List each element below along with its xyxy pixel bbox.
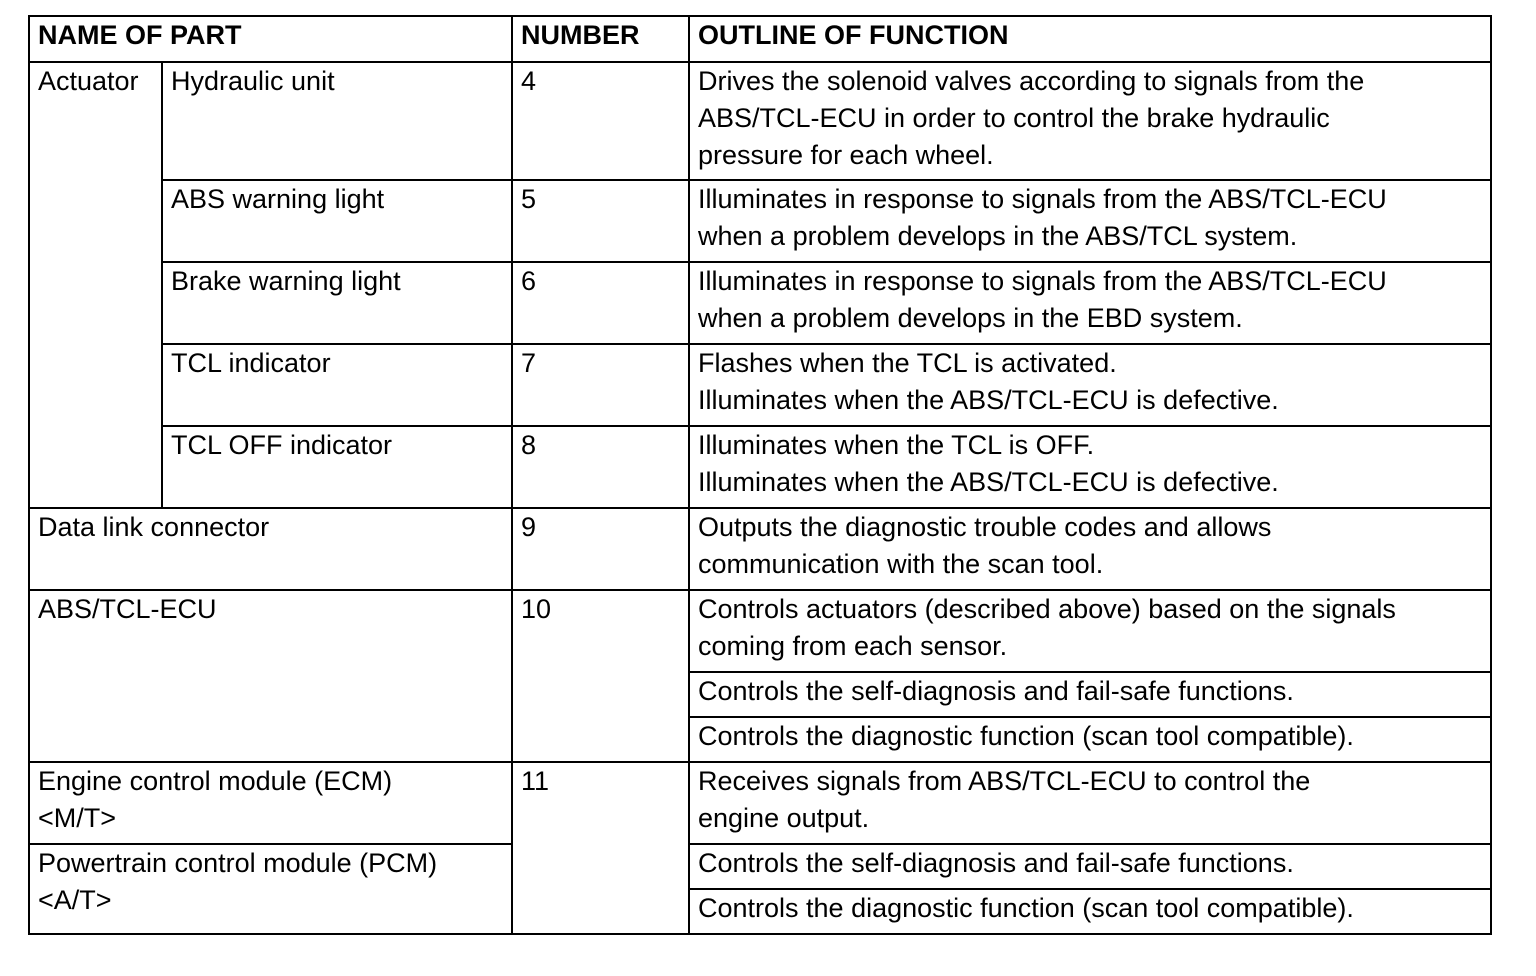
table-row <box>29 426 1491 508</box>
function-line: Illuminates when the ABS/TCL-ECU is defective. <box>698 385 1279 415</box>
function-line: when a problem develops in the ABS/TCL system. <box>698 221 1298 251</box>
part-number: 9 <box>512 508 689 590</box>
part-name: TCL OFF indicator <box>162 426 512 508</box>
part-function <box>689 180 1491 262</box>
part-number: 5 <box>512 180 689 262</box>
function-line: Outputs the diagnostic trouble codes and allows <box>698 512 1272 542</box>
part-name-line: <M/T> <box>38 803 117 833</box>
function-line: Controls the self-diagnosis and fail-safe functions. <box>698 848 1294 878</box>
part-name <box>29 762 512 844</box>
part-number: 11 <box>512 762 689 934</box>
function-line: ABS/TCL-ECU in order to control the brake hydraulic <box>698 103 1330 133</box>
table-row <box>29 508 1491 590</box>
header-name-of-part: NAME OF PART <box>29 16 512 62</box>
table-row <box>29 180 1491 262</box>
part-name: Hydraulic unit <box>162 62 512 180</box>
function-line: communication with the scan tool. <box>698 549 1104 579</box>
parts-table <box>28 15 1492 935</box>
header-number: NUMBER <box>512 16 689 62</box>
function-line: Controls the diagnostic function (scan tool compatible). <box>698 721 1354 751</box>
part-function <box>689 508 1491 590</box>
part-name: ABS warning light <box>162 180 512 262</box>
part-number: 4 <box>512 62 689 180</box>
function-line: Illuminates when the ABS/TCL-ECU is defective. <box>698 467 1279 497</box>
part-name-line: <A/T> <box>38 885 112 915</box>
function-line: Illuminates in response to signals from the ABS/TCL-ECU <box>698 184 1387 214</box>
function-line: Controls actuators (described above) based on the signals <box>698 594 1396 624</box>
function-line: Receives signals from ABS/TCL-ECU to control the <box>698 766 1311 796</box>
part-function <box>689 590 1491 672</box>
function-line: pressure for each wheel. <box>698 140 994 170</box>
part-function <box>689 762 1491 844</box>
part-name: Data link connector <box>29 508 512 590</box>
function-line: Illuminates in response to signals from the ABS/TCL-ECU <box>698 266 1387 296</box>
function-line: Controls the self-diagnosis and fail-safe functions. <box>698 676 1294 706</box>
function-line: Illuminates when the TCL is OFF. <box>698 430 1095 460</box>
part-function <box>689 844 1491 889</box>
table-row <box>29 844 1491 889</box>
part-function <box>689 344 1491 426</box>
function-line: engine output. <box>698 803 870 833</box>
part-name: ABS/TCL-ECU <box>29 590 512 762</box>
header-outline-of-function: OUTLINE OF FUNCTION <box>689 16 1491 62</box>
function-line: Flashes when the TCL is activated. <box>698 348 1117 378</box>
table-row <box>29 344 1491 426</box>
table-row <box>29 762 1491 844</box>
part-name-line: Powertrain control module (PCM) <box>38 848 438 878</box>
part-name-line: Engine control module (ECM) <box>38 766 393 796</box>
part-function <box>689 426 1491 508</box>
part-number: 7 <box>512 344 689 426</box>
function-line: Drives the solenoid valves according to signals from the <box>698 66 1365 96</box>
part-name: TCL indicator <box>162 344 512 426</box>
table-row <box>29 262 1491 344</box>
function-line: when a problem develops in the EBD system. <box>698 303 1243 333</box>
part-function <box>689 62 1491 180</box>
function-line: coming from each sensor. <box>698 631 1008 661</box>
table-row <box>29 590 1491 672</box>
part-function <box>689 672 1491 717</box>
actuator-group-cell: Actuator <box>29 62 162 508</box>
part-function <box>689 262 1491 344</box>
function-line: Controls the diagnostic function (scan tool compatible). <box>698 893 1354 923</box>
part-name: Brake warning light <box>162 262 512 344</box>
part-number: 10 <box>512 590 689 762</box>
part-number: 6 <box>512 262 689 344</box>
header-row <box>29 16 1491 62</box>
part-function <box>689 717 1491 762</box>
part-name <box>29 844 512 934</box>
table-row <box>29 62 1491 180</box>
part-number: 8 <box>512 426 689 508</box>
part-function <box>689 889 1491 934</box>
